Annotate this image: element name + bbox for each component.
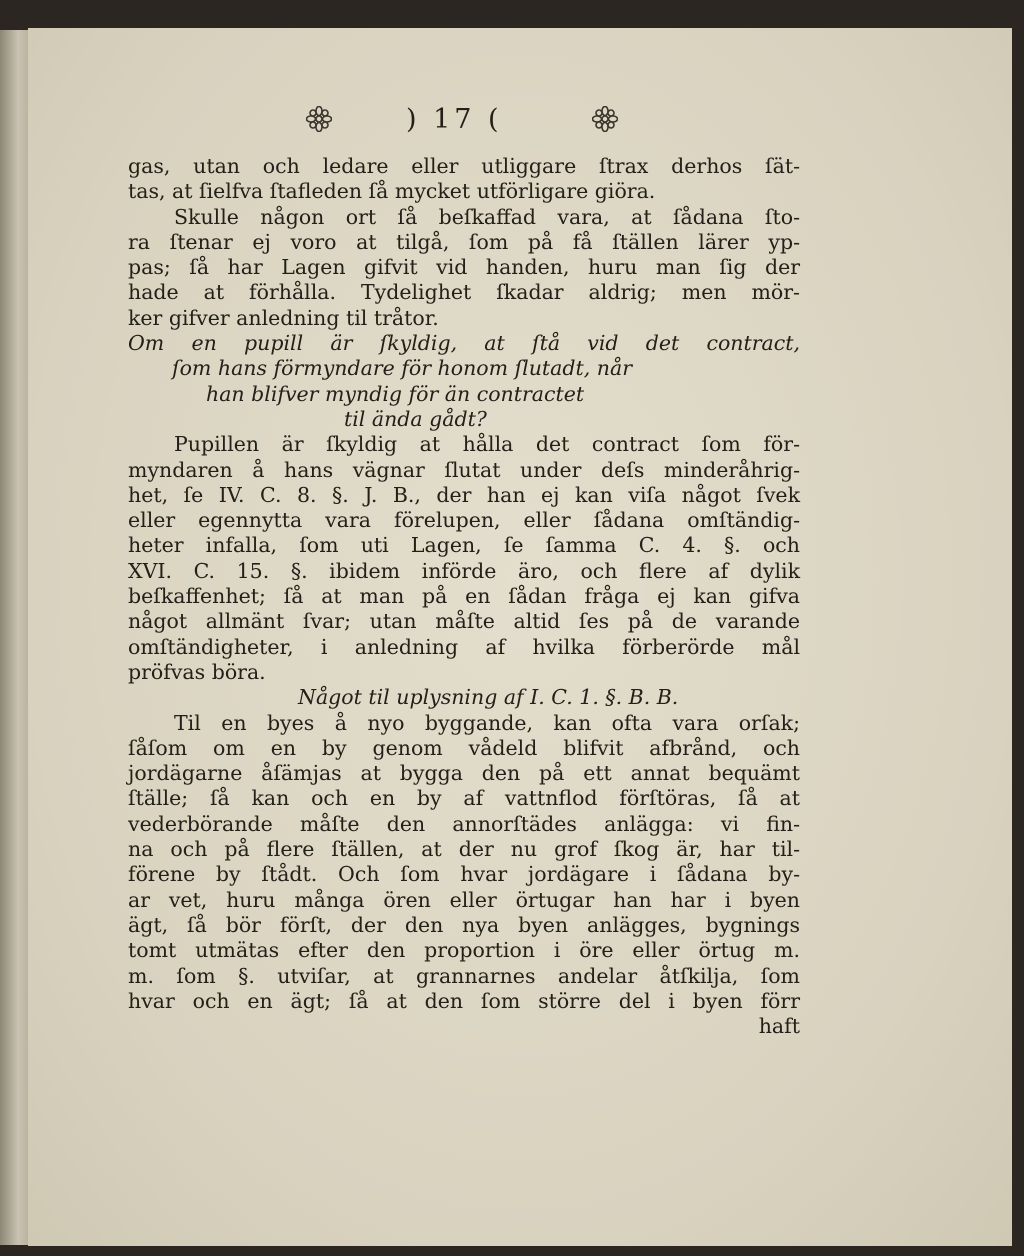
text-line: ar vet, huru många ören eller örtugar han har i byen: [128, 887, 800, 912]
body-text: [128, 154, 800, 1039]
text-line: förene by ſtådt. Och ſom hvar jordägare i ſådana by-: [128, 862, 800, 887]
text-line: heter infalla, ſom uti Lagen, ſe ſamma C. 4. §. och: [128, 533, 800, 558]
section-heading: Om en pupill är ſkyldig, at ſtå vid det contract,: [128, 331, 800, 356]
text-line: Pupillen är ſkyldig at hålla det contract ſom för-: [174, 432, 800, 457]
page-header: [28, 102, 1012, 142]
text-line: ker gifver anledning til tråtor.: [128, 305, 439, 330]
text-line: ra ſtenar ej voro at tilgå, ſom på få ſtällen lärer yp-: [128, 229, 800, 254]
text-line: Til en byes å nyo byggande, kan ofta vara orſak;: [174, 710, 800, 735]
text-line: tomt utmätas efter den proportion i öre eller örtug m.: [128, 938, 800, 963]
text-line: pröfvas böra.: [128, 659, 266, 684]
text-line: pas; ſå har Lagen gifvit vid handen, huru man ſig der: [128, 255, 800, 280]
page-number: ) 17 (: [406, 104, 503, 135]
text-line: m. ſom §. utviſar, at grannarnes andelar åtſkilja, ſom: [128, 963, 800, 988]
text-line: ſtälle; ſå kan och en by af vattnflod förſtöras, ſå at: [128, 786, 800, 811]
book-page: [28, 28, 1012, 1246]
text-line: XVI. C. 15. §. ibidem införde äro, och flere af dylik: [128, 558, 800, 583]
flower-ornament-icon: [592, 106, 618, 132]
section-heading: til ända gådt?: [344, 406, 487, 431]
flower-ornament-icon: [306, 106, 332, 132]
text-line: tas, at ſielfva ſtafleden ſå mycket utförligare giöra.: [128, 179, 656, 204]
catchword: haft: [758, 1014, 800, 1039]
text-line: eller egennytta vara förelupen, eller ſådana omſtändig-: [128, 508, 800, 533]
text-line: hade at förhålla. Tydelighet ſkadar aldrig; men mör-: [128, 280, 800, 305]
text-line: ſåſom om en by genom vådeld blifvit afbrånd, och: [128, 735, 800, 760]
text-line: hvar och en ägt; ſå at den ſom större del i byen förr: [128, 988, 800, 1013]
section-heading: Något til uplysning af I. C. 1. §. B. B.: [298, 685, 679, 710]
text-line: het, ſe IV. C. 8. §. J. B., der han ej kan viſa något ſvek: [128, 482, 800, 507]
text-line: beſkaffenhet; ſå at man på en ſådan fråga ej kan gifva: [128, 584, 800, 609]
book-spine: [0, 30, 30, 1245]
section-heading: han blifver myndig för än contractet: [206, 381, 585, 406]
text-line: omſtändigheter, i anledning af hvilka förberörde mål: [128, 634, 800, 659]
text-line: Skulle någon ort ſå beſkaffad vara, at ſådana ſto-: [174, 204, 800, 229]
text-line: gas, utan och ledare eller utliggare ſtrax derhos ſät-: [128, 154, 800, 178]
text-line: ägt, ſå bör förſt, der den nya byen anlägges, bygnings: [128, 912, 800, 937]
text-line: något allmänt ſvar; utan måſte altid ſes på de varande: [128, 609, 800, 634]
text-line: na och på flere ſtällen, at der nu grof ſkog är, har til-: [128, 837, 800, 862]
section-heading: ſom hans förmyndare för honom ſlutadt, når: [172, 356, 633, 381]
text-line: myndaren å hans vägnar ſlutat under deſs minderåhrig-: [128, 457, 800, 482]
text-line: vederbörande måſte den annorſtädes anlägga: vi fin-: [128, 811, 800, 836]
text-line: jordägarne åſämjas at bygga den på ett annat bequämt: [128, 761, 800, 786]
